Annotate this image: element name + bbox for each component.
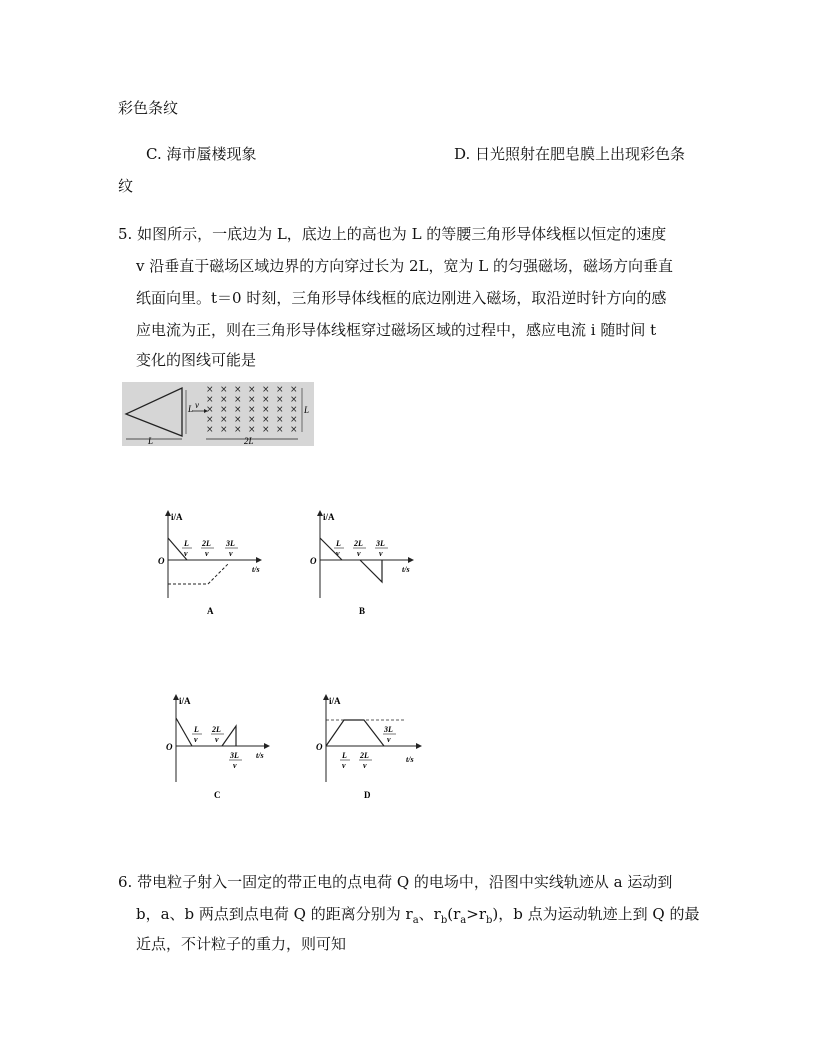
tick-3L: 3L	[230, 751, 239, 760]
q5-line-2: v 沿垂直于磁场区域边界的方向穿过长为 2L，宽为 L 的匀强磁场，磁场方向垂直	[136, 257, 674, 275]
field-cross: ×	[276, 405, 284, 415]
graph-label-d: D	[364, 790, 371, 800]
x-axis-label: t/s	[402, 565, 410, 574]
y-axis-label: i/A	[323, 512, 335, 522]
field-cross: ×	[220, 385, 228, 395]
q5-line-5: 变化的图线可能是	[136, 351, 257, 369]
label-v: v	[195, 400, 199, 410]
field-cross: ×	[206, 425, 214, 435]
field-cross: ×	[206, 385, 214, 395]
field-cross: ×	[220, 405, 228, 415]
tick-3L: 3L	[376, 539, 385, 548]
origin-label: O	[310, 556, 317, 566]
tick-L: L	[336, 539, 341, 548]
field-cross: ×	[248, 405, 256, 415]
label-L-base: L	[148, 436, 154, 446]
field-cross: ×	[234, 395, 242, 405]
graph-label-a: A	[207, 606, 214, 616]
q6-line-1: 6. 带电粒子射入一固定的带正电的点电荷 Q 的电场中，沿图中实线轨迹从 a 运动到	[118, 873, 673, 891]
field-cross: ×	[276, 385, 284, 395]
field-cross: ×	[206, 395, 214, 405]
tick-3L: 3L	[384, 725, 393, 734]
option-d-prev: D. 日光照射在肥皂膜上出现彩色条	[454, 145, 686, 163]
field-cross: ×	[248, 425, 256, 435]
field-cross: ×	[234, 415, 242, 425]
tick-2L-den: v	[205, 549, 209, 558]
tick-L: L	[194, 725, 199, 734]
graph-d	[310, 692, 430, 800]
x-axis-arrow	[256, 557, 262, 563]
label-L-height: L	[188, 404, 194, 414]
field-cross: ×	[290, 415, 298, 425]
tick-2L: 2L	[212, 725, 221, 734]
graph-b	[302, 508, 422, 616]
field-cross: ×	[234, 405, 242, 415]
field-cross: ×	[276, 395, 284, 405]
tick-2L-den: v	[363, 761, 367, 770]
tick-L-den: v	[194, 735, 198, 744]
label-2L: 2L	[244, 436, 254, 446]
tick-3L-den: v	[233, 761, 237, 770]
y-axis-label: i/A	[171, 512, 183, 522]
field-cross: ×	[234, 385, 242, 395]
y-axis-label: i/A	[179, 696, 191, 706]
field-cross: ×	[248, 395, 256, 405]
field-cross: ×	[290, 425, 298, 435]
field-cross: ×	[206, 415, 214, 425]
q5-line-1: 5. 如图所示，一底边为 L，底边上的高也为 L 的等腰三角形导体线框以恒定的速度	[118, 225, 667, 243]
tick-L-den: v	[184, 549, 188, 558]
origin-label: O	[316, 742, 323, 752]
tick-2L-den: v	[215, 735, 219, 744]
tick-3L-den: v	[387, 735, 391, 744]
tick-L: L	[342, 751, 347, 760]
tick-2L-den: v	[357, 549, 361, 558]
field-cross: ×	[220, 395, 228, 405]
graph-c	[158, 692, 278, 800]
tick-2L: 2L	[202, 539, 211, 548]
graph-label-b: B	[359, 606, 366, 616]
y-axis-label: i/A	[329, 696, 341, 706]
curve-dashed	[168, 564, 228, 584]
tick-3L: 3L	[226, 539, 235, 548]
x-axis-label: t/s	[252, 565, 260, 574]
field-cross: ×	[276, 425, 284, 435]
q5-line-3: 纸面向里。t＝0 时刻，三角形导体线框的底边刚进入磁场，取沿逆时针方向的感	[136, 289, 667, 307]
option-c-prev: C. 海市蜃楼现象	[146, 145, 257, 163]
field-cross: ×	[206, 405, 214, 415]
field-cross: ×	[290, 385, 298, 395]
field-cross: ×	[276, 415, 284, 425]
field-cross: ×	[248, 385, 256, 395]
curve-segment	[326, 720, 384, 746]
field-cross: ×	[262, 405, 270, 415]
field-cross: ×	[262, 395, 270, 405]
tick-2L: 2L	[360, 751, 369, 760]
curve-segment	[360, 560, 382, 582]
field-cross: ×	[220, 425, 228, 435]
field-figure	[122, 382, 314, 446]
tick-L-den: v	[336, 549, 340, 558]
origin-label: O	[166, 742, 173, 752]
field-cross: ×	[248, 415, 256, 425]
q5-line-4: 应电流为正，则在三角形导体线框穿过磁场区域的过程中，感应电流 i 随时间 t	[136, 321, 657, 339]
q6-line-2: b，a、b 两点到点电荷 Q 的距离分别为 $r_a$、$r_b(r_a>r_b)$，b 点为运动轨迹上到 Q 的最	[136, 905, 700, 926]
tick-3L-den: v	[229, 549, 233, 558]
graph-a	[150, 508, 270, 616]
field-cross: ×	[262, 385, 270, 395]
curve-segment	[222, 726, 236, 746]
curve-segment	[176, 718, 192, 746]
tick-2L: 2L	[354, 539, 363, 548]
field-cross: ×	[234, 425, 242, 435]
field-cross: ×	[220, 415, 228, 425]
tick-3L-den: v	[379, 549, 383, 558]
prev-question-continuation: 彩色条纹	[118, 99, 179, 117]
field-cross: ×	[290, 395, 298, 405]
option-d-prev-continuation: 纹	[118, 177, 134, 195]
field-cross: ×	[262, 415, 270, 425]
origin-label: O	[158, 556, 165, 566]
x-axis-label: t/s	[406, 755, 414, 764]
x-axis-label: t/s	[256, 751, 264, 760]
field-cross: ×	[290, 405, 298, 415]
q6-line-3: 近点，不计粒子的重力，则可知	[136, 935, 347, 953]
label-L-width: L	[304, 405, 310, 415]
field-cross: ×	[262, 425, 270, 435]
graph-label-c: C	[214, 790, 221, 800]
tick-L-den: v	[342, 761, 346, 770]
tick-L: L	[184, 539, 189, 548]
